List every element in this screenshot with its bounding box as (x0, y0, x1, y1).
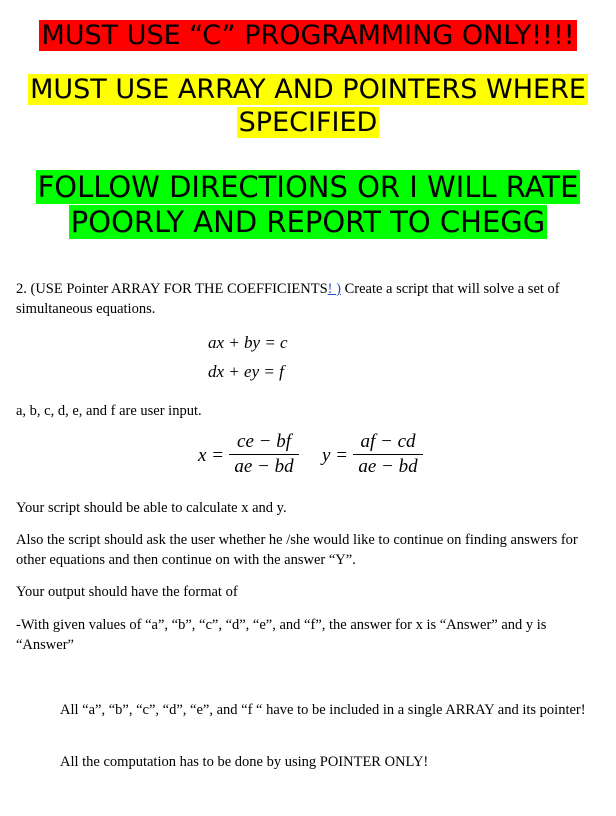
y-formula-bar (353, 454, 423, 455)
y-formula-lhs: y = (322, 445, 349, 466)
banner-array-pointers (0, 74, 616, 140)
format-example: -With given values of “a”, “b”, “c”, “d”, “e”, and “f”, the answer for x is “Answer” and y is “Answer” (16, 617, 547, 653)
x-formula-lhs: x = (198, 445, 225, 466)
y-formula-denominator: ae − bd (358, 456, 418, 477)
banner-c-only-text: MUST USE “C” PROGRAMMING ONLY!!!! (41, 20, 575, 51)
x-formula-bar (229, 454, 299, 455)
problem-intro (16, 279, 602, 319)
y-formula-numerator: af − cd (360, 431, 416, 452)
equation-2: dx + ey = f (208, 362, 284, 381)
format-note: Your output should have the format of (16, 584, 238, 600)
problem-intro-link[interactable]: ! ) (327, 281, 341, 297)
banner-array-pointers-line1: MUST USE ARRAY AND POINTERS WHERE (30, 74, 586, 105)
calc-note: Your script should be able to calculate x and y. (16, 500, 287, 516)
banner-c-only (0, 20, 616, 53)
problem-intro-part1: 2. (USE Pointer ARRAY FOR THE COEFFICIENTS (16, 281, 328, 297)
equation-1: ax + by = c (208, 333, 288, 352)
banner-follow-directions-line2: POORLY AND REPORT TO CHEGG (70, 205, 546, 240)
problem-intro-part2: Create a script that will solve a set of simultaneous equations. (16, 281, 560, 317)
x-formula-fraction (229, 431, 299, 478)
array-note: All “a”, “b”, “c”, “d”, “e”, and “f “ have to be included in a single ARRAY and its pointer! (60, 702, 586, 718)
banner-follow-directions-line1: FOLLOW DIRECTIONS OR I WILL RATE (37, 170, 579, 204)
y-formula-fraction (353, 431, 423, 478)
pointer-note: All the computation has to be done by using POINTER ONLY! (60, 754, 429, 770)
banner-array-pointers-line2: SPECIFIED (238, 106, 378, 138)
x-formula-denominator: ae − bd (234, 456, 294, 477)
inputs-note: a, b, c, d, e, and f are user input. (16, 403, 202, 419)
continue-note: Also the script should ask the user whether he /she would like to continue on finding answers for other equations and then continue on with the answer “Y”. (16, 532, 578, 568)
x-formula-numerator: ce − bf (237, 431, 291, 452)
banner-follow-directions (0, 170, 616, 241)
